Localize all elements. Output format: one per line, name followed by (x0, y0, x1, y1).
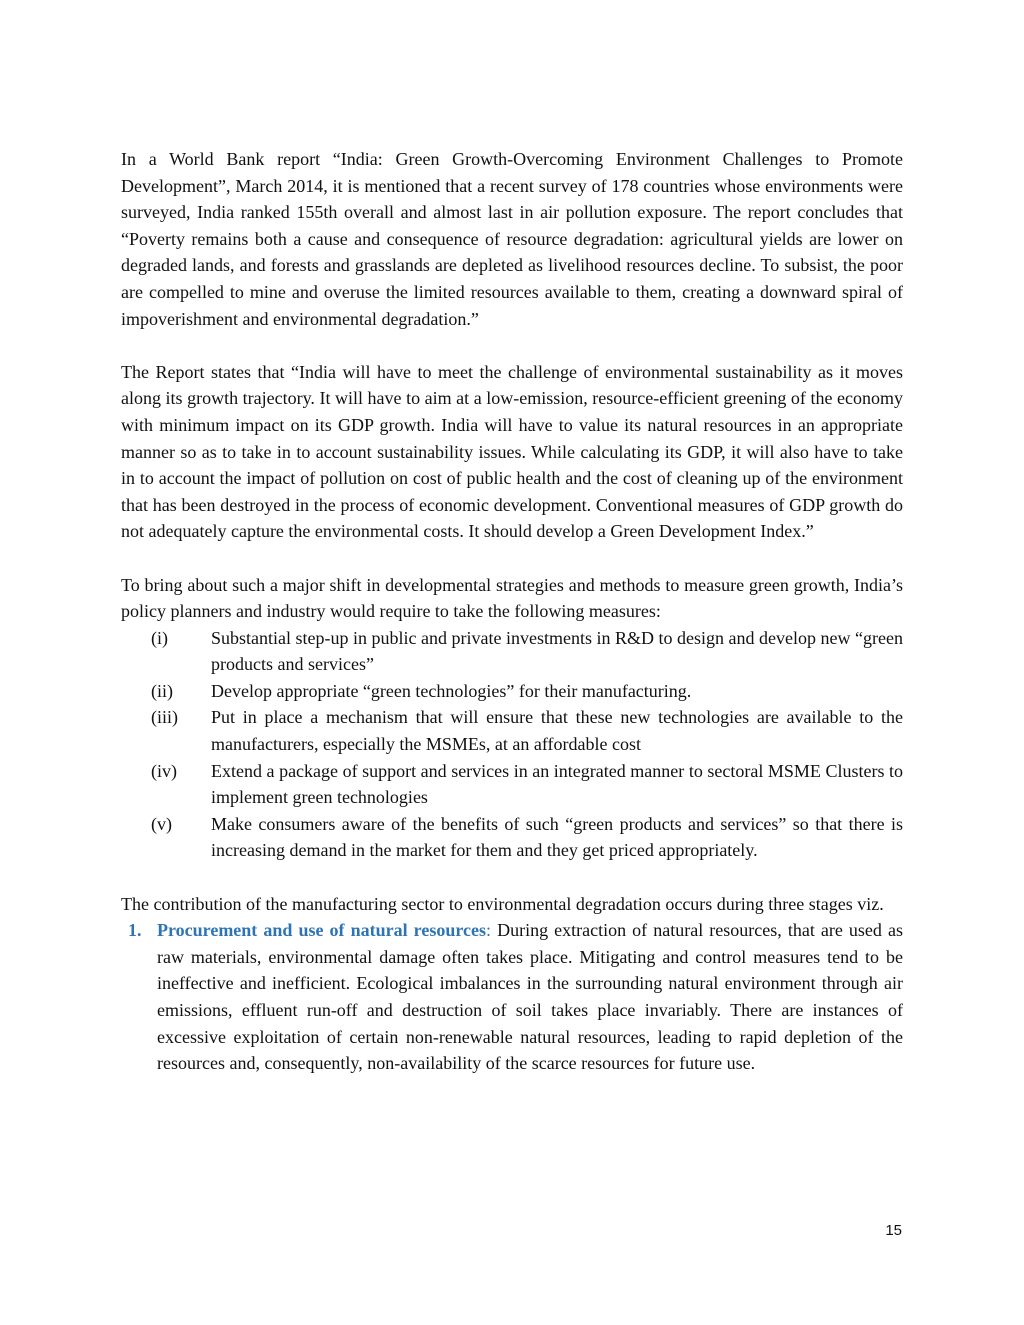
paragraph-measures-intro: To bring about such a major shift in developmental strategies and methods to measure green growth, India’s policy planners and industry would require to take the following measures: (121, 574, 903, 622)
paragraph-spacer (121, 332, 903, 359)
document-page (121, 146, 903, 1077)
list-marker: (ii) (151, 680, 173, 701)
page-number: 15 (885, 1222, 902, 1239)
paragraph-report-states: The Report states that “India will have to meet the challenge of environmental sustainability as it moves along its growth trajectory. It will have to aim at a low-emission, resource-efficient greening of the economy with minimum impact on its GDP growth. India will have to value its natural resources in an appropriate manner so as to take in to account sustainability issues. While calculating its GDP, it will also have to take in to account the impact of pollution on cost of public health and the cost of cleaning up of the environment that has been destroyed in the process of economic development. Conventional measures of GDP growth do not adequately capture the environmental costs. It should develop a Green Development Index.” (121, 361, 903, 542)
paragraph-stages-intro: The contribution of the manufacturing sector to environmental degradation occurs during three stages viz. (121, 893, 884, 914)
paragraph-spacer (121, 545, 903, 572)
paragraph-world-bank-report: In a World Bank report “India: Green Growth-Overcoming Environment Challenges to Promote Development”, March 2014, it is mentioned that a recent survey of 178 countries whose environments were surveyed, India ranked 155th overall and almost last in air pollution exposure. The report concludes that “Poverty remains both a cause and consequence of resource degradation: agricultural yields are lower on degraded lands, and forests and grasslands are depleted as livelihood resources decline. To subsist, the poor are compelled to mine and overuse the limited resources available to them, creating a downward spiral of impoverishment and environmental degradation.” (121, 149, 903, 329)
list-item (121, 811, 903, 864)
stage-heading-separator: : (486, 920, 492, 941)
list-item (121, 625, 903, 678)
list-item (121, 917, 903, 1077)
list-item (121, 678, 903, 705)
list-marker: 1. (128, 920, 142, 941)
list-item-text: Make consumers aware of the benefits of such “green products and services” so that there is increasing demand in the market for them and they get priced appropriately. (211, 813, 903, 861)
measures-list (121, 625, 903, 864)
list-item-text: Substantial step-up in public and private investments in R&D to design and develop new “green products and services” (211, 627, 903, 675)
list-marker: (iii) (151, 707, 178, 728)
stage-text: During extraction of natural resources, that are used as raw materials, environmental damage often takes place. Mitigating and control measures tend to be ineffective and inefficient. Ecological imbalances in the surrounding natural environment through air emissions, effluent run-off and destruction of soil takes place invariably. There are instances of excessive exploitation of certain non-renewable natural resources, leading to rapid depletion of the resources and, consequently, non-availability of the scarce resources for future use. (157, 920, 903, 1074)
list-marker: (iv) (151, 760, 177, 781)
list-item-text: Extend a package of support and services in an integrated manner to sectoral MSME Clusters to implement green technologies (211, 760, 903, 808)
list-marker: (i) (151, 627, 168, 648)
list-item-text: Put in place a mechanism that will ensure that these new technologies are available to the manufacturers, especially the MSMEs, at an affordable cost (211, 707, 903, 755)
list-item (121, 704, 903, 757)
list-item-text: Develop appropriate “green technologies” for their manufacturing. (211, 680, 692, 701)
paragraph-spacer (121, 864, 903, 891)
list-item (121, 758, 903, 811)
stages-list (121, 917, 903, 1077)
stage-heading: Procurement and use of natural resources (157, 920, 486, 941)
list-marker: (v) (151, 813, 172, 834)
